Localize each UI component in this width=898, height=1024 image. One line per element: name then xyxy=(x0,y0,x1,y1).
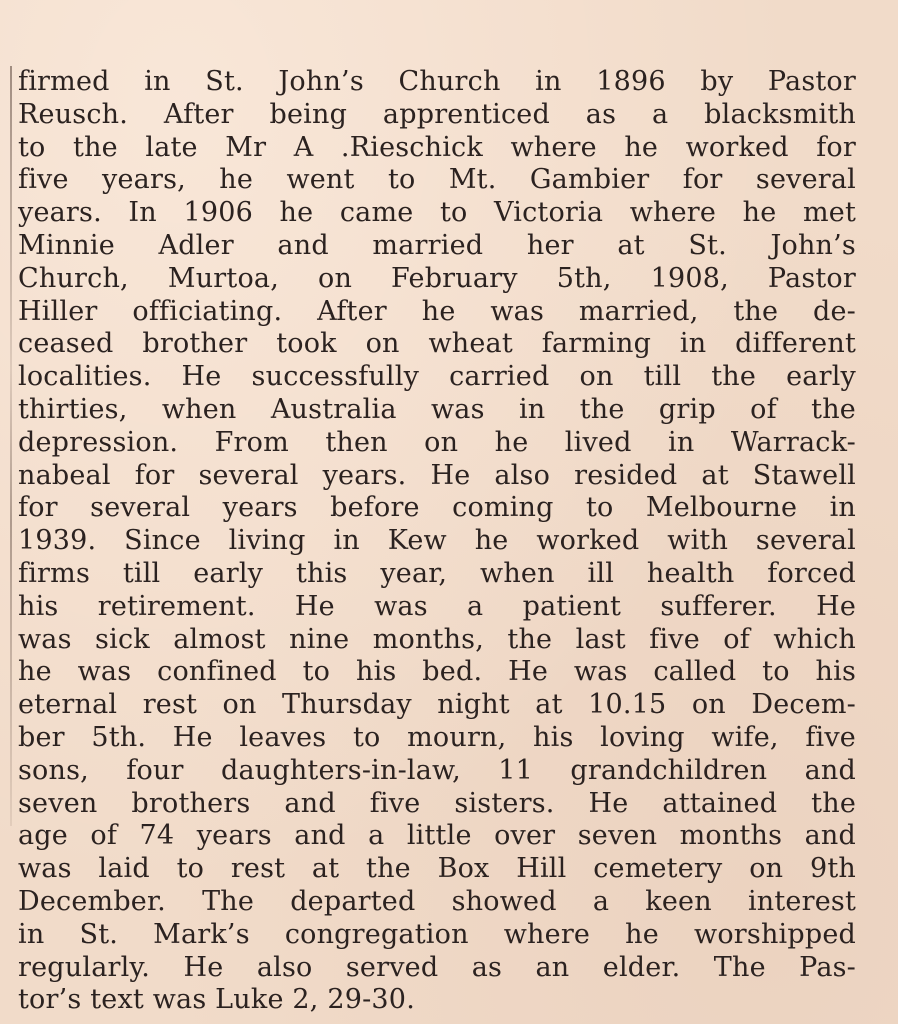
text-line: was sick almost nine months, the last five of which xyxy=(18,623,856,655)
text-line: sons, four daughters-in-law, 11 grandchildren and xyxy=(18,754,856,786)
text-line: localities. He successfully carried on till the early xyxy=(18,361,856,393)
text-line: ber 5th. He leaves to mourn, his loving wife, five xyxy=(18,721,856,753)
text-line: tor’s text was Luke 2, 29-30. xyxy=(18,984,415,1016)
text-line: his retirement. He was a patient sufferer. He xyxy=(18,590,856,622)
text-line: firms till early this year, when ill health forced xyxy=(18,557,856,589)
text-line: was laid to rest at the Box Hill cemetery on 9th xyxy=(18,853,856,885)
obituary-text-column xyxy=(18,66,856,1017)
text-line: Hiller officiating. After he was married, the de- xyxy=(18,295,856,327)
text-line: 1939. Since living in Kew he worked with several xyxy=(18,525,856,557)
text-line: thirties, when Australia was in the grip of the xyxy=(18,393,856,425)
text-line: ceased brother took on wheat farming in different xyxy=(18,328,856,360)
text-line: he was confined to his bed. He was called to his xyxy=(18,656,856,688)
text-line: firmed in St. John’s Church in 1896 by Pastor xyxy=(18,66,856,97)
text-line: five years, he went to Mt. Gambier for several xyxy=(18,164,856,196)
text-line: regularly. He also served as an elder. The Pas- xyxy=(18,951,856,983)
text-line: Church, Murtoa, on February 5th, 1908, Pastor xyxy=(18,262,856,294)
text-line: December. The departed showed a keen interest xyxy=(18,885,856,917)
text-line: seven brothers and five sisters. He attained the xyxy=(18,787,856,819)
text-line: for several years before coming to Melbourne in xyxy=(18,492,856,524)
text-line: in St. Mark’s congregation where he worshipped xyxy=(18,918,856,950)
text-line: eternal rest on Thursday night at 10.15 on Decem- xyxy=(18,689,856,721)
text-line: age of 74 years and a little over seven months and xyxy=(18,820,856,852)
text-line: years. In 1906 he came to Victoria where he met xyxy=(18,197,856,229)
text-line: nabeal for several years. He also resided at Stawell xyxy=(18,459,856,491)
text-line: depression. From then on he lived in Warrack- xyxy=(18,426,856,458)
text-line: Minnie Adler and married her at St. John’s xyxy=(18,229,856,261)
text-line: to the late Mr A .Rieschick where he worked for xyxy=(18,131,856,163)
text-line: Reusch. After being apprenticed as a blacksmith xyxy=(18,98,856,130)
column-rule xyxy=(10,66,12,826)
